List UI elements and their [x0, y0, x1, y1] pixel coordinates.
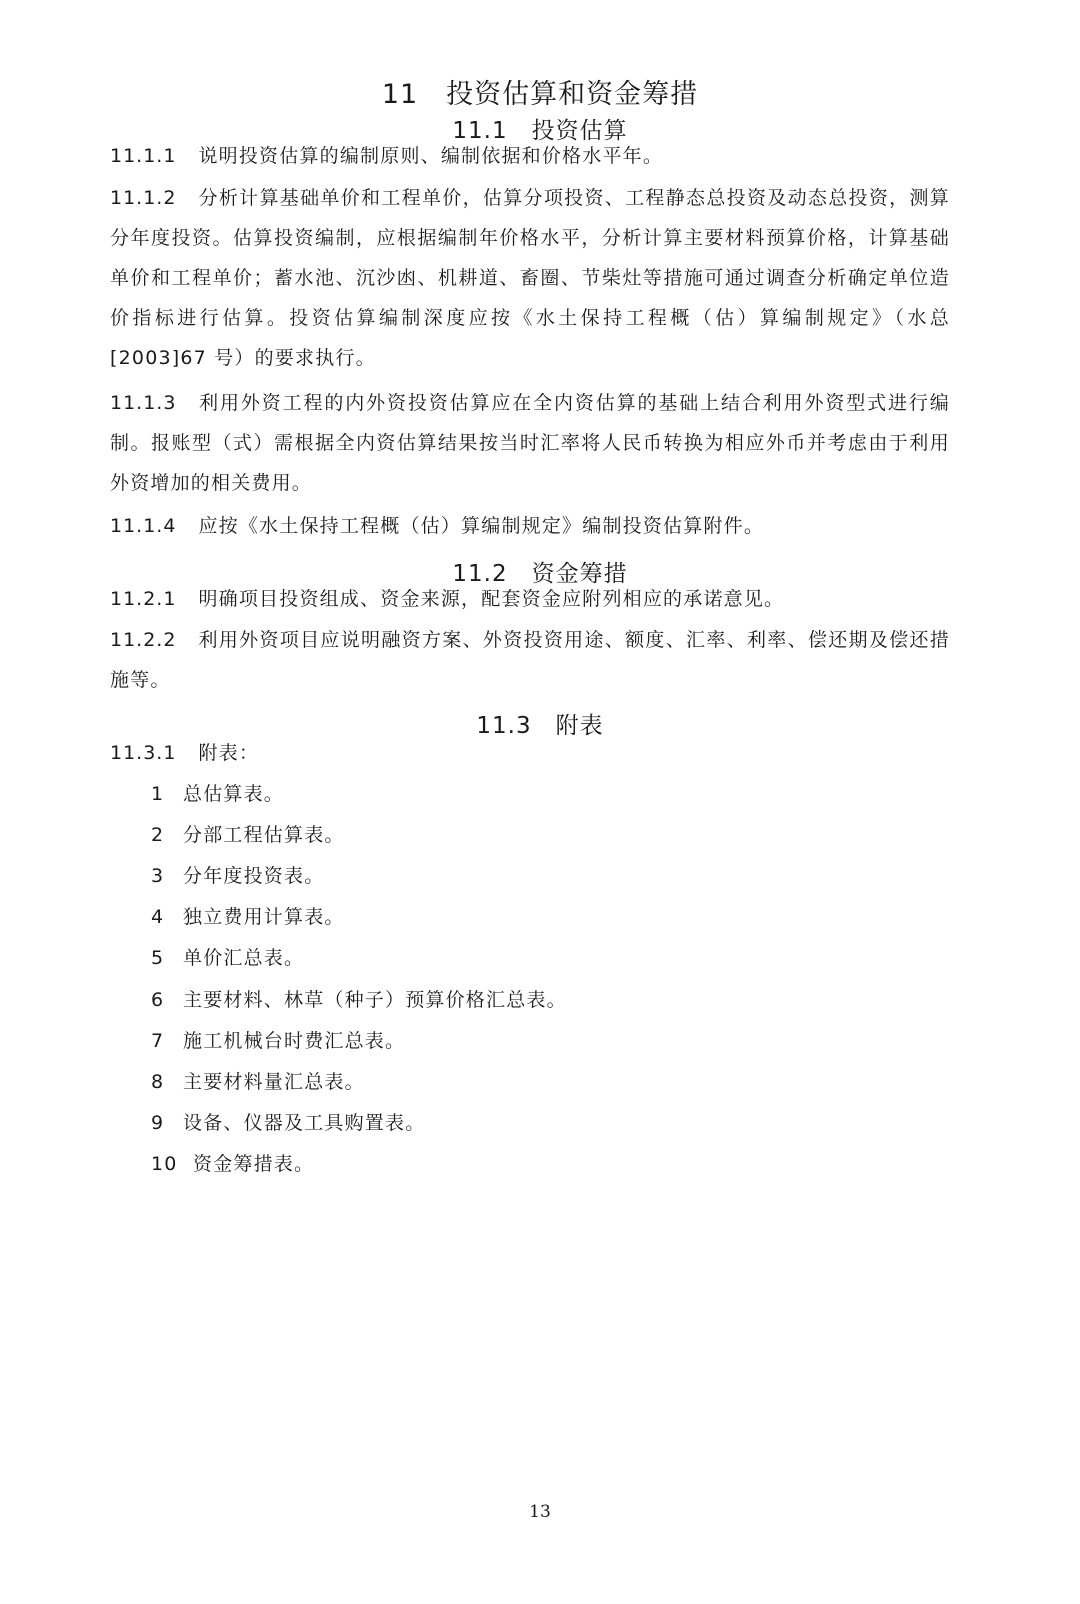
chapter-title: 11 投资估算和资金筹措 — [381, 79, 699, 110]
list-text: 单价汇总表。 — [183, 947, 305, 969]
list-text: 施工机械台时费汇总表。 — [183, 1030, 406, 1052]
clause-number: 11.1.3 — [110, 392, 177, 414]
list-number: 4 — [151, 906, 165, 928]
list-number: 1 — [151, 783, 165, 805]
list-text: 分部工程估算表。 — [183, 824, 345, 846]
appendix-list-item — [151, 1150, 314, 1178]
appendix-list-item — [151, 1027, 405, 1055]
clause-11-2-2 — [110, 620, 950, 700]
list-number: 6 — [151, 989, 165, 1011]
list-text: 分年度投资表。 — [183, 865, 325, 887]
appendix-list-item — [151, 944, 304, 972]
appendix-list-item — [151, 821, 345, 849]
page-number: 13 — [529, 1502, 551, 1522]
appendix-list-item — [151, 780, 284, 808]
clause-11-1-2 — [110, 178, 950, 378]
clause-11-1-3 — [110, 383, 950, 503]
list-number: 9 — [151, 1112, 165, 1134]
list-text: 独立费用计算表。 — [183, 906, 345, 928]
list-number: 5 — [151, 947, 165, 969]
appendix-list-item — [151, 903, 345, 931]
list-text: 总估算表。 — [183, 783, 285, 805]
appendix-list-item — [151, 986, 567, 1014]
clause-text: 明确项目投资组成、资金来源，配套资金应附列相应的承诺意见。 — [198, 588, 785, 610]
section-heading-11-2: 11.2 资金筹措 — [452, 561, 628, 587]
list-number: 2 — [151, 824, 165, 846]
clause-text: 应按《水土保持工程概（估）算编制规定》编制投资估算附件。 — [198, 515, 765, 537]
clause-number: 11.1.1 — [110, 145, 177, 167]
list-number: 8 — [151, 1071, 165, 1093]
list-number: 7 — [151, 1030, 165, 1052]
section-heading-11-1: 11.1 投资估算 — [452, 118, 628, 144]
clause-number: 11.2.1 — [110, 588, 177, 610]
clause-11-1-1 — [110, 136, 950, 176]
clause-11-3-1 — [110, 733, 950, 773]
appendix-list-item — [151, 862, 324, 890]
appendix-list-item — [151, 1109, 425, 1137]
section-heading-11-3: 11.3 附表 — [476, 713, 604, 739]
list-text: 设备、仪器及工具购置表。 — [183, 1112, 426, 1134]
clause-text: 利用外资项目应说明融资方案、外资投资用途、额度、汇率、利率、偿还期及偿还措施等。 — [110, 629, 950, 691]
clause-11-2-1 — [110, 579, 950, 619]
list-number: 10 — [151, 1153, 178, 1175]
appendix-list-item — [151, 1068, 365, 1096]
clause-number: 11.2.2 — [110, 629, 177, 651]
clause-11-1-4 — [110, 506, 950, 546]
clause-text: 利用外资工程的内外资投资估算应在全内资估算的基础上结合利用外资型式进行编制。报账型（式）需根据全内资估算结果按当时汇率将人民币转换为相应外币并考虑由于利用外资增加的相关费用。 — [110, 392, 950, 494]
list-text: 主要材料量汇总表。 — [183, 1071, 365, 1093]
list-text: 资金筹措表。 — [193, 1153, 315, 1175]
list-number: 3 — [151, 865, 165, 887]
clause-number: 11.1.4 — [110, 515, 177, 537]
clause-text: 附表： — [198, 742, 260, 764]
list-text: 主要材料、林草（种子）预算价格汇总表。 — [183, 989, 567, 1011]
clause-text: 说明投资估算的编制原则、编制依据和价格水平年。 — [198, 145, 664, 167]
clause-number: 11.3.1 — [110, 742, 177, 764]
clause-number: 11.1.2 — [110, 187, 177, 209]
clause-text: 分析计算基础单价和工程单价，估算分项投资、工程静态总投资及动态总投资，测算分年度投资。估算投资编制，应根据编制年价格水平，分析计算主要材料预算价格，计算基础单价和工程单价；蓄水池、沉沙凼、机耕道、畜圈、节柴灶等措施可通过调查分析确定单位造价指标进行估算。投资估算编制深度应按《水土保持工程概（估）算编制规定》（水总[2003]67 号）的要求执行。 — [110, 187, 950, 369]
